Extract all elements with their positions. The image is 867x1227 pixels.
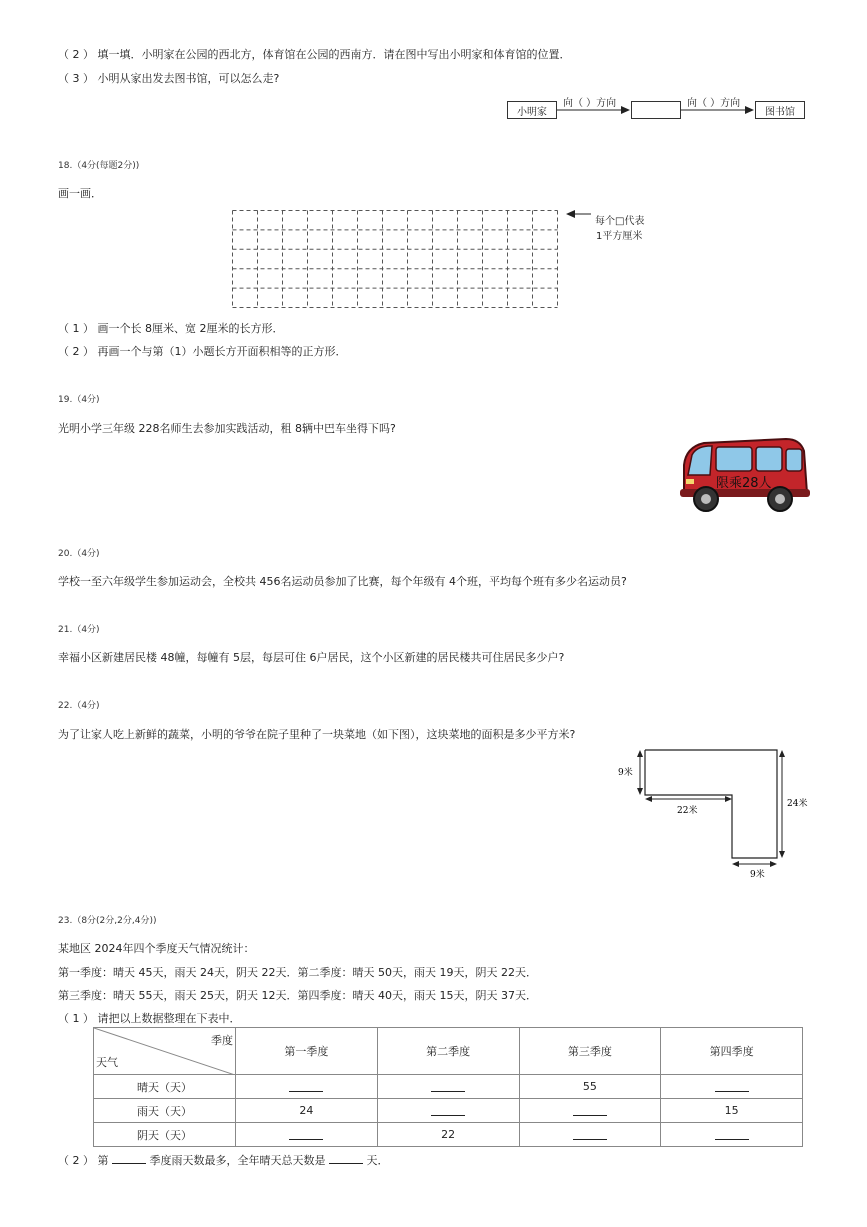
bus-sign: 限乘28人 bbox=[716, 476, 772, 491]
blank-cell[interactable] bbox=[661, 1075, 803, 1099]
blank-cell[interactable] bbox=[236, 1123, 378, 1147]
q19-header: 19.（4分) bbox=[58, 395, 100, 405]
dim-right: 24米 bbox=[787, 799, 808, 809]
q17-part3: （ 3 ） 小明从家出发去图书馆，可以怎么走? bbox=[58, 72, 280, 85]
route-middle-box[interactable] bbox=[631, 101, 681, 119]
col-header: 第四季度 bbox=[661, 1028, 803, 1075]
q23-line1: 第一季度：晴天 45天，雨天 24天，阴天 22天．第二季度：晴天 50天，雨天 19天，阴天 22天． bbox=[58, 966, 537, 979]
q23-header: 23.（8分(2分,2分,4分)) bbox=[58, 916, 157, 926]
q18-part2: （ 2 ） 再画一个与第（1）小题长方开面积相等的正方形． bbox=[58, 345, 347, 358]
row-label: 阴天（天） bbox=[94, 1123, 236, 1147]
route-start-box: 小明家 bbox=[507, 101, 557, 119]
q23-part2 bbox=[58, 1152, 389, 1168]
blank-cell[interactable] bbox=[519, 1099, 661, 1123]
value-cell: 15 bbox=[661, 1099, 803, 1123]
q17-part2: （ 2 ） 填一填．小明家在公园的西北方，体育馆在公园的西南方．请在图中写出小明家和体育馆的位置． bbox=[58, 48, 571, 61]
value-cell: 22 bbox=[377, 1123, 519, 1147]
col-header: 第二季度 bbox=[377, 1028, 519, 1075]
route-arrow-2 bbox=[681, 103, 756, 117]
q19-text: 光明小学三年级 228名师生去参加实践活动，租 8辆中巴车坐得下吗? bbox=[58, 422, 396, 435]
dim-left: 9米 bbox=[618, 768, 633, 778]
table-row bbox=[94, 1099, 803, 1123]
corner-top: 季度 bbox=[211, 1034, 233, 1047]
q21-header: 21.（4分) bbox=[58, 625, 100, 635]
part2-c: 天． bbox=[366, 1154, 389, 1167]
table-row bbox=[94, 1123, 803, 1147]
route-arrow-1 bbox=[557, 103, 632, 117]
corner-bottom: 天气 bbox=[96, 1056, 118, 1069]
value-cell: 55 bbox=[519, 1075, 661, 1099]
legend-line-2: 1平方厘米 bbox=[596, 231, 643, 242]
q23-intro: 某地区 2024年四个季度天气情况统计： bbox=[58, 942, 255, 955]
q18-header: 18.（4分(每题2分)) bbox=[58, 161, 140, 171]
q18-prompt: 画一画． bbox=[58, 187, 102, 200]
answer-blank-quarter[interactable] bbox=[112, 1152, 146, 1164]
blank-cell[interactable] bbox=[236, 1075, 378, 1099]
legend-arrow-icon bbox=[565, 208, 593, 220]
answer-blank-total[interactable] bbox=[329, 1152, 363, 1164]
legend-line-1: 每个□代表 bbox=[595, 216, 645, 227]
route-end-box: 图书馆 bbox=[755, 101, 805, 119]
part2-b: 季度雨天数最多，全年晴天总天数是 bbox=[149, 1154, 326, 1167]
value-cell: 24 bbox=[236, 1099, 378, 1123]
q20-text: 学校一至六年级学生参加运动会，全校共 456名运动员参加了比赛，每个年级有 4个班，平均每个班有多少名运动员? bbox=[58, 575, 627, 588]
route-dir1: 向（ ）方向 bbox=[563, 98, 617, 109]
q23-line2: 第三季度：晴天 55天，雨天 25天，阴天 12天．第四季度：晴天 40天，雨天 15天，阴天 37天． bbox=[58, 989, 537, 1002]
dashed-grid[interactable] bbox=[231, 209, 559, 309]
col-header: 第三季度 bbox=[519, 1028, 661, 1075]
row-label: 晴天（天） bbox=[94, 1075, 236, 1099]
table-corner-cell bbox=[94, 1028, 236, 1075]
blank-cell[interactable] bbox=[377, 1075, 519, 1099]
q23-part1: （ 1 ） 请把以上数据整理在下表中． bbox=[58, 1012, 241, 1025]
dim-bottom: 9米 bbox=[750, 870, 765, 880]
q22-header: 22.（4分) bbox=[58, 701, 100, 711]
q18-part1: （ 1 ） 画一个长 8厘米、宽 2厘米的长方形． bbox=[58, 322, 284, 335]
table-header-row bbox=[94, 1028, 803, 1075]
q21-text: 幸福小区新建居民楼 48幢，每幢有 5层，每层可住 6户居民，这个小区新建的居民楼共可住居民多少户? bbox=[58, 651, 565, 664]
blank-cell[interactable] bbox=[661, 1123, 803, 1147]
blank-cell[interactable] bbox=[519, 1123, 661, 1147]
route-dir2: 向（ ）方向 bbox=[687, 98, 741, 109]
row-label: 雨天（天） bbox=[94, 1099, 236, 1123]
garden-shape-diagram bbox=[610, 740, 815, 880]
blank-cell[interactable] bbox=[377, 1099, 519, 1123]
col-header: 第一季度 bbox=[236, 1028, 378, 1075]
q20-header: 20.（4分) bbox=[58, 549, 100, 559]
q22-text: 为了让家人吃上新鲜的蔬菜，小明的爷爷在院子里种了一块菜地（如下图），这块菜地的面积是多少平方米? bbox=[58, 728, 576, 741]
part2-a: （ 2 ） 第 bbox=[58, 1154, 109, 1167]
dim-inner: 22米 bbox=[677, 806, 698, 816]
weather-table bbox=[93, 1027, 803, 1147]
table-row bbox=[94, 1075, 803, 1099]
bus-illustration bbox=[676, 435, 811, 517]
